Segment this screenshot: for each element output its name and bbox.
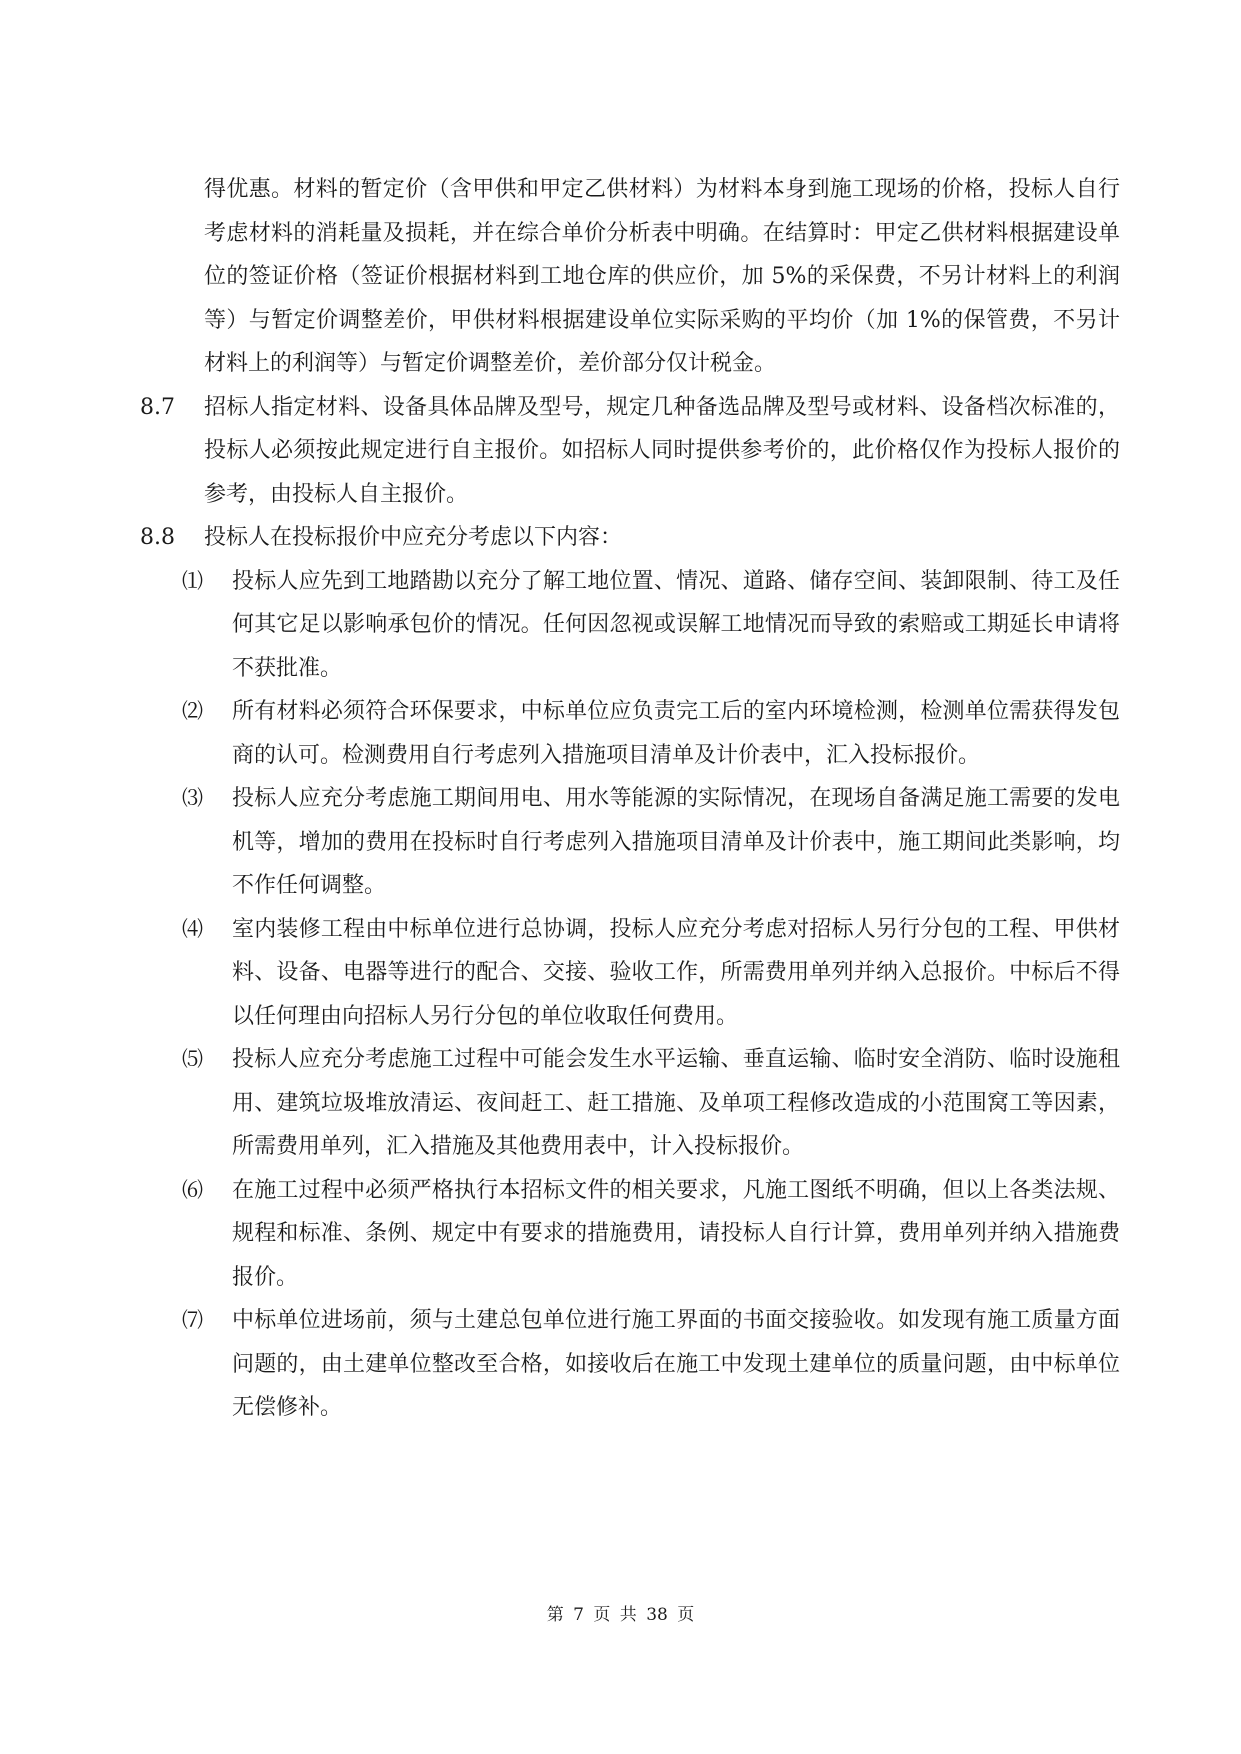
list-item-6 <box>140 1169 1120 1300</box>
list-item-2 <box>140 690 1120 777</box>
item-text: 在施工过程中必须严格执行本招标文件的相关要求，凡施工图纸不明确，但以上各类法规、规程和标准、条例、规定中有要求的措施费用，请投标人自行计算，费用单列并纳入措施费报价。 <box>232 1177 1120 1290</box>
item-text: 投标人应充分考虑施工期间用电、用水等能源的实际情况，在现场自备满足施工需要的发电机等，增加的费用在投标时自行考虑列入措施项目清单及计价表中，施工期间此类影响，均不作任何调整。 <box>232 786 1120 898</box>
item-number: ⑴ <box>182 568 203 593</box>
list-item-3 <box>140 777 1120 908</box>
item-number: ⑷ <box>182 916 203 941</box>
list-item-5 <box>140 1038 1120 1169</box>
item-text: 中标单位进场前，须与土建总包单位进行施工界面的书面交接验收。如发现有施工质量方面问题的，由土建单位整改至合格，如接收后在施工中发现土建单位的质量问题，由中标单位无偿修补。 <box>232 1308 1120 1420</box>
item-number: ⑶ <box>182 786 203 810</box>
item-number: ⑸ <box>182 1047 203 1071</box>
item-text: 室内装修工程由中标单位进行总协调，投标人应充分考虑对招标人另行分包的工程、甲供材料、设备、电器等进行的配合、交接、验收工作，所需费用单列并纳入总报价。中标后不得以任何理由向招标人另行分包的单位收取任何费用。 <box>232 916 1120 1029</box>
list-item-4 <box>140 908 1120 1039</box>
section-text: 招标人指定材料、设备具体品牌及型号，规定几种备选品牌及型号或材料、设备档次标准的，投标人必须按此规定进行自主报价。如招标人同时提供参考价的，此价格仅作为投标人报价的参考，由投标人自主报价。 <box>204 394 1120 507</box>
list-item-7 <box>140 1299 1120 1430</box>
section-number: 8.7 <box>140 394 175 420</box>
item-text: 投标人应充分考虑施工过程中可能会发生水平运输、垂直运输、临时安全消防、临时设施租用、建筑垃圾堆放清运、夜间赶工、赶工措施、及单项工程修改造成的小范围窝工等因素，所需费用单列，汇入措施及其他费用表中，计入投标报价。 <box>232 1047 1120 1159</box>
item-text: 所有材料必须符合环保要求，中标单位应负责完工后的室内环境检测，检测单位需获得发包商的认可。检测费用自行考虑列入措施项目清单及计价表中，汇入投标报价。 <box>232 699 1120 768</box>
section-text: 投标人在投标报价中应充分考虑以下内容： <box>204 525 623 550</box>
item-number: ⑺ <box>182 1308 203 1332</box>
intro-continuation: 得优惠。材料的暂定价（含甲供和甲定乙供材料）为材料本身到施工现场的价格，投标人自行考虑材料的消耗量及损耗，并在综合单价分析表中明确。在结算时：甲定乙供材料根据建设单位的签证价格（签证价根据材料到工地仓库的供应价，加 5%的采保费，不另计材料上的利润等）与暂定价调整差价，甲供材料根据建设单位实际采购的平均价（加 1%的保管费，不另计材料上的利润等）与暂定价调整差价，差价部分仅计税金。 <box>204 177 1120 376</box>
section-8-8 <box>140 516 1120 560</box>
list-item-1 <box>140 560 1120 691</box>
section-8-7 <box>140 386 1120 517</box>
item-text: 投标人应先到工地踏勘以充分了解工地位置、情况、道路、储存空间、装卸限制、待工及任何其它足以影响承包价的情况。任何因忽视或误解工地情况而导致的索赔或工期延长申请将不获批准。 <box>232 568 1120 681</box>
item-number: ⑹ <box>182 1177 203 1202</box>
section-number: 8.8 <box>140 525 175 550</box>
item-number: ⑵ <box>182 699 203 723</box>
document-body <box>140 168 1120 1430</box>
page-footer: 第 7 页 共 38 页 <box>546 1605 695 1625</box>
